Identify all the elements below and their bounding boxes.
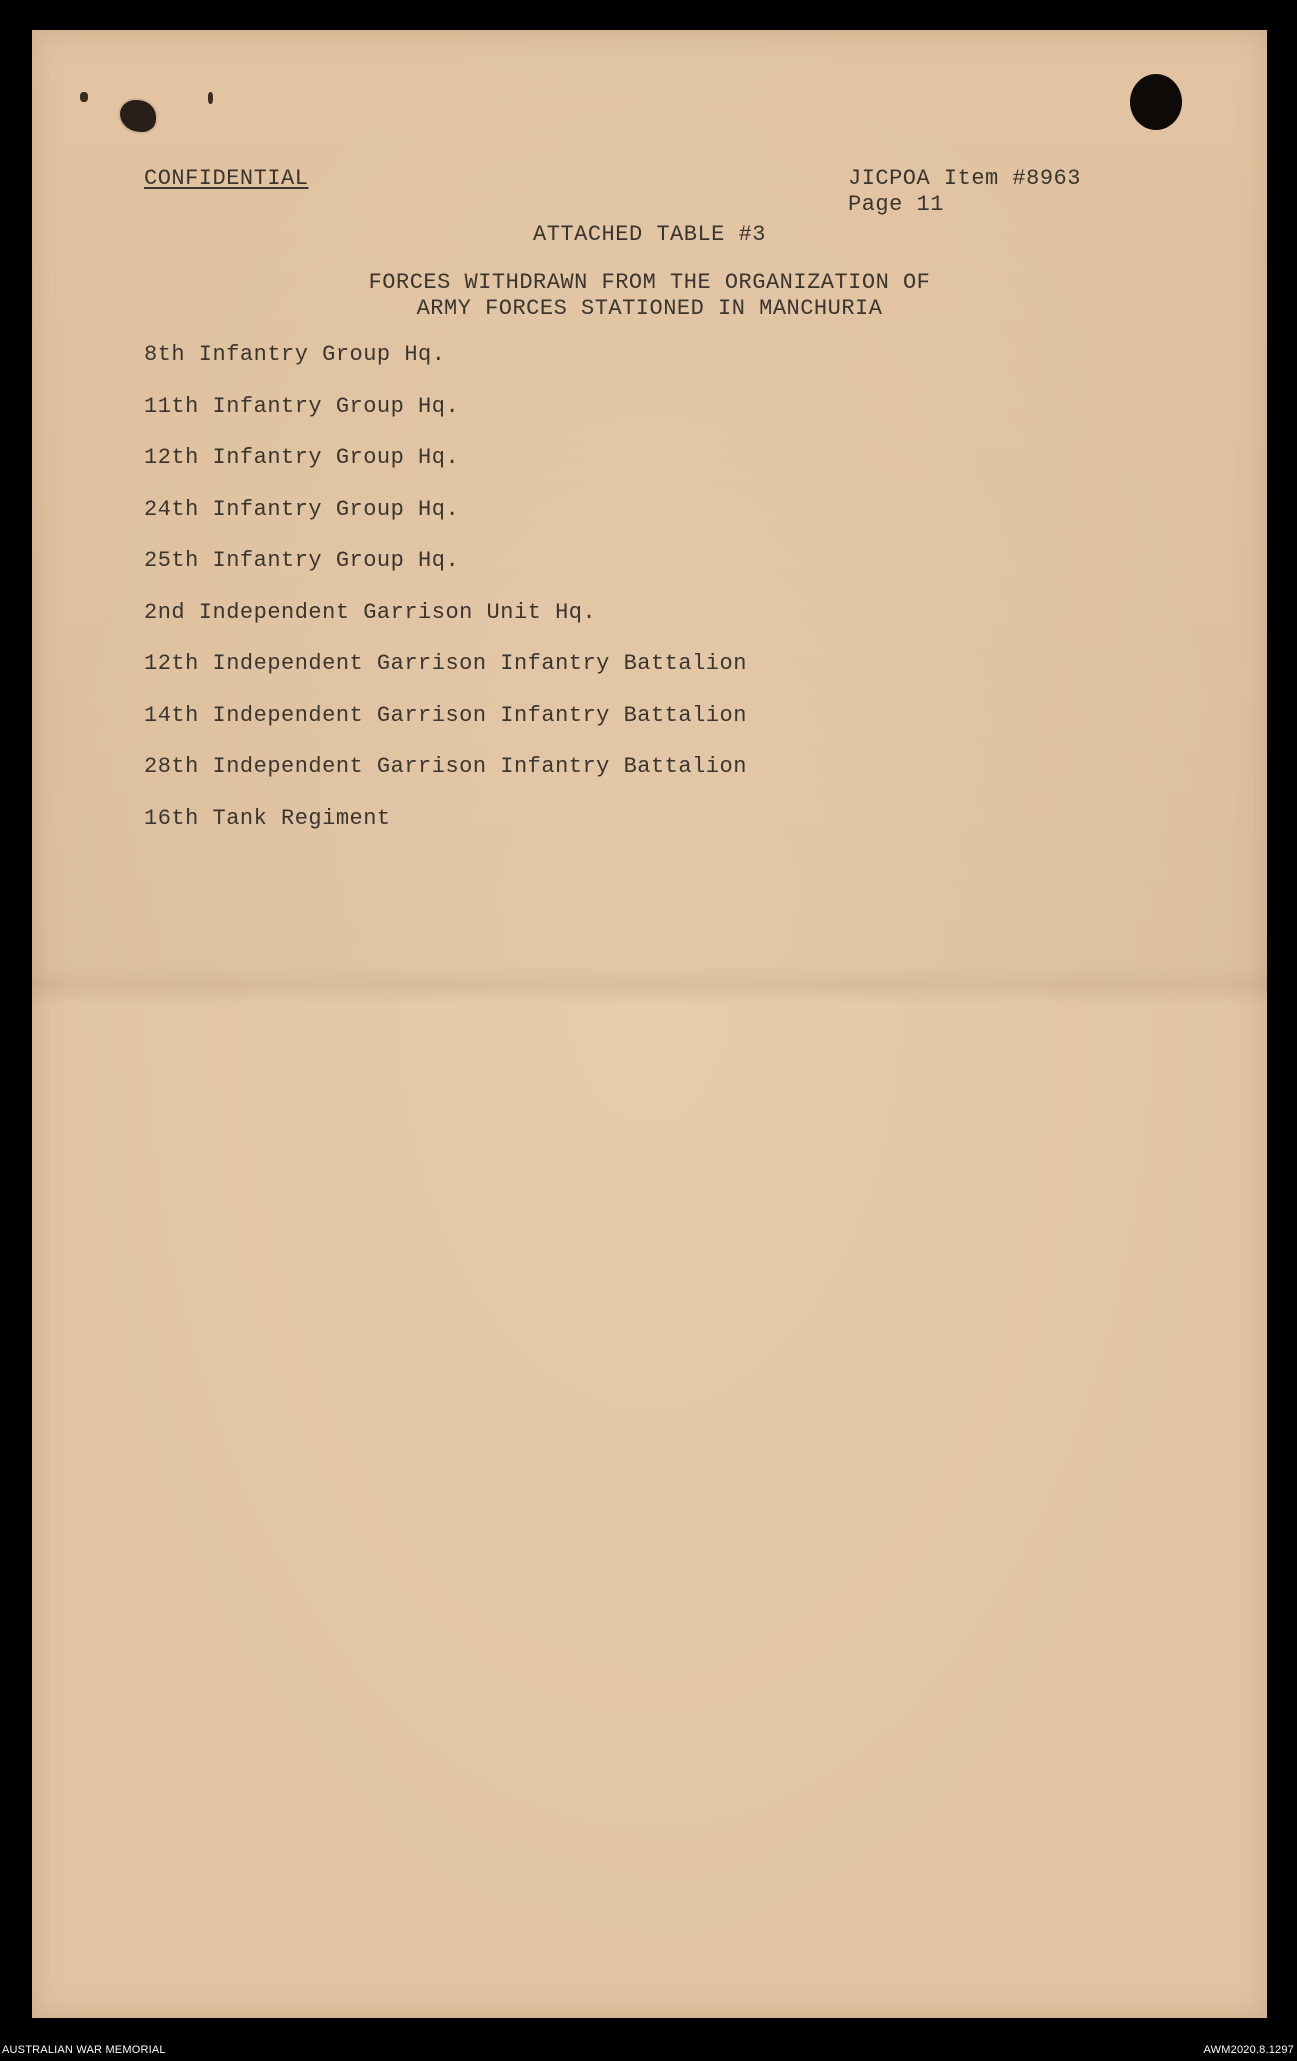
item-reference: JICPOA Item #8963 <box>848 166 1081 191</box>
list-item: 14th Independent Garrison Infantry Battalion <box>144 702 747 728</box>
punch-hole <box>1130 74 1182 130</box>
document-page <box>32 30 1267 2018</box>
table-title: ATTACHED TABLE #3 <box>533 222 766 247</box>
paper-fold <box>32 965 1267 1005</box>
heading-line-1: FORCES WITHDRAWN FROM THE ORGANIZATION OF <box>368 270 931 295</box>
page-reference: Page 11 <box>848 192 944 217</box>
units-list <box>144 342 747 857</box>
list-item: 12th Independent Garrison Infantry Battalion <box>144 651 747 676</box>
list-item: 16th Tank Regiment <box>144 805 391 831</box>
list-item: 24th Infantry Group Hq. <box>144 496 460 522</box>
paper-damage <box>208 92 213 104</box>
paper-damage <box>80 92 88 102</box>
list-item: 11th Infantry Group Hq. <box>144 393 460 419</box>
classification-label: CONFIDENTIAL <box>144 166 309 191</box>
archive-credit: AUSTRALIAN WAR MEMORIAL <box>2 2044 166 2056</box>
list-item: 28th Independent Garrison Infantry Battalion <box>144 754 747 779</box>
heading-line-2: ARMY FORCES STATIONED IN MANCHURIA <box>416 296 883 321</box>
torn-hole <box>120 100 156 132</box>
list-item: 2nd Independent Garrison Unit Hq. <box>144 599 597 625</box>
list-item: 12th Infantry Group Hq. <box>144 445 460 470</box>
archive-reference: AWM2020.8.1297 <box>1203 2044 1294 2056</box>
list-item: 25th Infantry Group Hq. <box>144 548 460 573</box>
list-item: 8th Infantry Group Hq. <box>144 342 446 367</box>
